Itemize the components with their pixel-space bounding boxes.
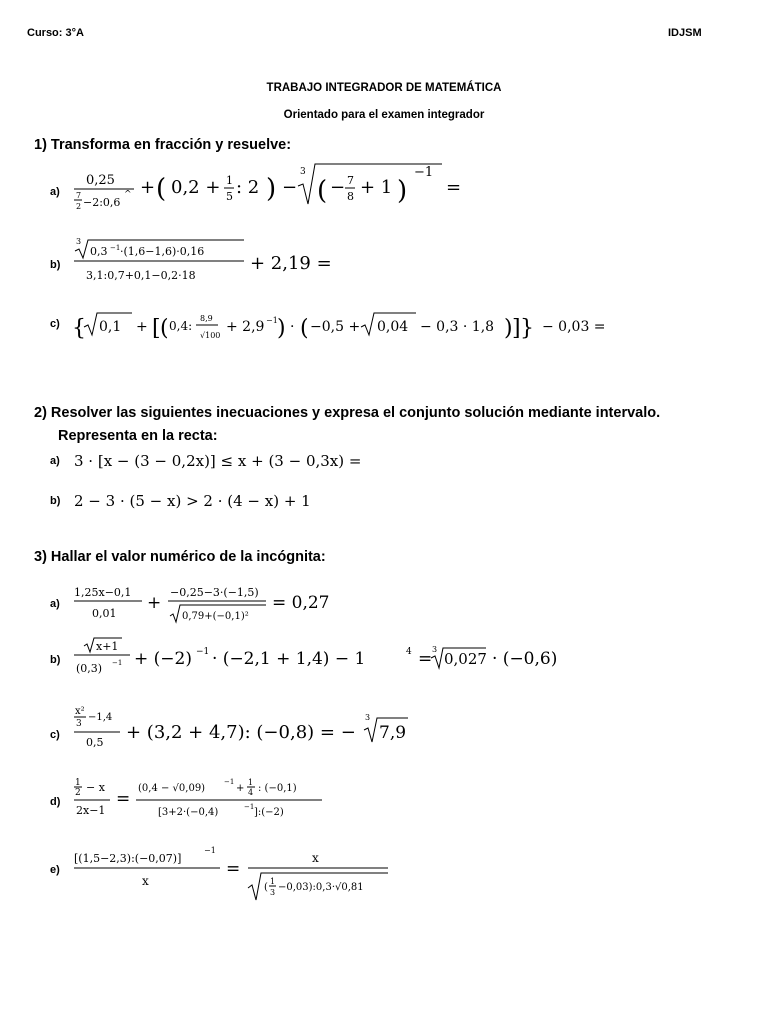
svg-text:(: ( bbox=[317, 176, 328, 206]
svg-text:−: − bbox=[330, 177, 346, 198]
svg-text:[3+2·(−0,4): [3+2·(−0,4) bbox=[158, 807, 219, 818]
svg-text:2: 2 bbox=[75, 788, 81, 798]
exercise-3a-expression bbox=[72, 582, 352, 627]
svg-text:[(1,5−2,3):(−0,07)]: [(1,5−2,3):(−0,07)] bbox=[74, 852, 182, 865]
svg-text:+: + bbox=[147, 593, 162, 613]
svg-text:3: 3 bbox=[270, 888, 276, 897]
svg-text:[: [ bbox=[152, 316, 161, 341]
svg-text:−1: −1 bbox=[110, 244, 121, 252]
exercise-label: e) bbox=[50, 864, 60, 876]
exercise-3c-expression bbox=[72, 702, 422, 752]
svg-text:+ 1: + 1 bbox=[360, 177, 393, 198]
svg-text:4: 4 bbox=[406, 647, 412, 657]
section-2-heading-line2: Representa en la recta: bbox=[58, 428, 218, 444]
svg-text:0,027: 0,027 bbox=[444, 650, 487, 668]
svg-text:0,04: 0,04 bbox=[377, 319, 409, 335]
svg-text:=: = bbox=[116, 789, 131, 809]
svg-text:8,9: 8,9 bbox=[200, 314, 213, 323]
exercise-3e-expression bbox=[72, 842, 402, 904]
svg-text:+ (3,2 + 4,7): (−0,8) = −: + (3,2 + 4,7): (−0,8) = − bbox=[126, 722, 356, 743]
svg-text:1,25x−0,1: 1,25x−0,1 bbox=[74, 586, 132, 599]
svg-text:−0,5 +: −0,5 + bbox=[310, 319, 361, 335]
svg-text:(0,3): (0,3) bbox=[76, 662, 103, 675]
svg-text:0,25: 0,25 bbox=[86, 173, 115, 188]
exercise-1a-expression bbox=[72, 162, 472, 212]
document-code: IDJSM bbox=[668, 27, 702, 39]
svg-text:+ (−2): + (−2) bbox=[134, 649, 192, 669]
svg-text:0,1: 0,1 bbox=[99, 319, 122, 335]
svg-text:): ) bbox=[397, 176, 408, 206]
svg-text:−1: −1 bbox=[112, 659, 123, 667]
exercise-3d-expression bbox=[72, 776, 332, 821]
exercise-3b-expression bbox=[72, 636, 572, 681]
svg-text:−1: −1 bbox=[224, 778, 235, 786]
document-title: TRABAJO INTEGRADOR DE MATEMÁTICA bbox=[266, 82, 502, 94]
svg-text:1: 1 bbox=[75, 778, 81, 788]
svg-text:−1: −1 bbox=[414, 165, 434, 180]
svg-text:{: { bbox=[72, 316, 86, 341]
section-1-heading: 1) Transforma en fracción y resuelve: bbox=[34, 137, 292, 153]
svg-text:]: ] bbox=[512, 316, 521, 341]
exercise-label: a) bbox=[50, 455, 60, 467]
svg-text:3: 3 bbox=[365, 713, 371, 722]
svg-text:·: · bbox=[290, 319, 295, 335]
svg-text:0,3: 0,3 bbox=[90, 245, 108, 258]
svg-text:7,9: 7,9 bbox=[379, 723, 407, 743]
svg-text:·(1,6−1,6)·0,16: ·(1,6−1,6)·0,16 bbox=[120, 245, 205, 258]
svg-text:3 · [x − (3 − 0,2x)] ≤ x + (3: 3 · [x − (3 − 0,2x)] ≤ x + (3 − 0,3x) = bbox=[74, 452, 362, 470]
svg-text:7: 7 bbox=[347, 174, 354, 187]
svg-text:−1: −1 bbox=[244, 803, 255, 811]
svg-text:−: − bbox=[282, 177, 298, 198]
svg-text:−1: −1 bbox=[266, 316, 278, 325]
svg-text:1: 1 bbox=[248, 778, 254, 787]
svg-text:x: x bbox=[142, 874, 149, 888]
svg-text:0,4:: 0,4: bbox=[169, 319, 193, 333]
svg-text:− 0,3 · 1,8: − 0,3 · 1,8 bbox=[420, 319, 495, 335]
svg-text:+ 2,9: + 2,9 bbox=[226, 319, 265, 335]
section-2-heading: 2) Resolver las siguientes inecuaciones y expresa el conjunto solución mediante intervalo. bbox=[34, 405, 661, 421]
svg-text:− x: − x bbox=[86, 781, 105, 794]
svg-text:): ) bbox=[266, 174, 277, 204]
exercise-label: a) bbox=[50, 598, 60, 610]
svg-text:(: ( bbox=[160, 316, 169, 341]
svg-text:−1,4: −1,4 bbox=[88, 712, 113, 723]
exercise-1c-expression bbox=[72, 305, 617, 350]
svg-text:−1: −1 bbox=[204, 846, 216, 855]
svg-text:3: 3 bbox=[432, 645, 438, 654]
svg-text:+: + bbox=[140, 177, 156, 198]
svg-text:=: = bbox=[418, 649, 433, 669]
svg-text:2x−1: 2x−1 bbox=[76, 804, 106, 817]
svg-text:: 2: : 2 bbox=[236, 177, 260, 198]
svg-text:0,01: 0,01 bbox=[92, 607, 117, 620]
svg-text:√100: √100 bbox=[200, 331, 221, 340]
svg-text:1: 1 bbox=[270, 877, 276, 886]
svg-text:}: } bbox=[520, 316, 534, 341]
svg-text:0,5: 0,5 bbox=[86, 736, 104, 749]
svg-text:=: = bbox=[446, 177, 462, 198]
svg-text:3: 3 bbox=[300, 167, 306, 177]
exercise-2a-expression bbox=[72, 446, 392, 474]
exercise-label: a) bbox=[50, 186, 60, 198]
exercise-label: b) bbox=[50, 654, 61, 666]
svg-text:+: + bbox=[236, 783, 245, 794]
svg-text:0,2 +: 0,2 + bbox=[171, 177, 221, 198]
svg-text:1: 1 bbox=[226, 174, 233, 187]
exercise-label: b) bbox=[50, 259, 61, 271]
svg-text:(: ( bbox=[264, 882, 268, 893]
svg-text:(0,4 − √0,09): (0,4 − √0,09) bbox=[138, 783, 206, 794]
svg-text:= 0,27: = 0,27 bbox=[272, 593, 330, 613]
svg-text:3,1:0,7+0,1−0,2·18: 3,1:0,7+0,1−0,2·18 bbox=[86, 269, 196, 282]
svg-text:· (−0,6): · (−0,6) bbox=[492, 649, 558, 669]
svg-text:· (−2,1 + 1,4) − 1: · (−2,1 + 1,4) − 1 bbox=[212, 649, 366, 669]
svg-text:: (−0,1): : (−0,1) bbox=[258, 783, 297, 794]
svg-text:− 0,03 =: − 0,03 = bbox=[542, 319, 606, 335]
svg-text:5: 5 bbox=[226, 190, 233, 203]
svg-text:8: 8 bbox=[347, 190, 354, 203]
svg-text:): ) bbox=[277, 316, 286, 341]
svg-text:+ 2,19 =: + 2,19 = bbox=[250, 253, 332, 274]
svg-text:3: 3 bbox=[76, 719, 82, 729]
svg-text:−2:0,6: −2:0,6 bbox=[83, 196, 121, 209]
exercise-label: b) bbox=[50, 495, 61, 507]
svg-text:2: 2 bbox=[76, 202, 82, 211]
svg-text:^: ^ bbox=[124, 190, 132, 200]
svg-text:0,79+(−0,1)²: 0,79+(−0,1)² bbox=[182, 611, 249, 622]
svg-text:=: = bbox=[226, 859, 241, 879]
svg-text:): ) bbox=[504, 316, 513, 341]
svg-text:]:(−2): ]:(−2) bbox=[254, 807, 284, 818]
svg-text:−0,25−3·(−1,5): −0,25−3·(−1,5) bbox=[170, 586, 259, 599]
svg-text:−1: −1 bbox=[196, 647, 210, 657]
svg-text:4: 4 bbox=[248, 788, 254, 797]
svg-text:+: + bbox=[136, 319, 148, 335]
svg-text:−0,03):0,3·√0,81: −0,03):0,3·√0,81 bbox=[278, 882, 364, 893]
course-label: Curso: 3°A bbox=[27, 27, 84, 39]
svg-text:(: ( bbox=[300, 316, 309, 341]
exercise-2b-expression bbox=[72, 486, 332, 514]
svg-text:2 − 3 · (5 − x) > 2 · (4 − x): 2 − 3 · (5 − x) > 2 · (4 − x) + 1 bbox=[74, 492, 311, 510]
document-subtitle: Orientado para el examen integrador bbox=[283, 109, 485, 121]
exercise-1b-expression bbox=[72, 236, 352, 286]
exercise-label: c) bbox=[50, 729, 60, 741]
svg-text:7: 7 bbox=[76, 191, 82, 200]
exercise-label: c) bbox=[50, 318, 60, 330]
svg-text:(: ( bbox=[156, 174, 167, 204]
section-3-heading: 3) Hallar el valor numérico de la incógnita: bbox=[34, 549, 326, 565]
svg-text:x+1: x+1 bbox=[96, 640, 119, 653]
exercise-label: d) bbox=[50, 796, 61, 808]
svg-text:3: 3 bbox=[76, 237, 82, 246]
svg-text:x²: x² bbox=[75, 706, 85, 717]
svg-text:x: x bbox=[312, 851, 319, 865]
